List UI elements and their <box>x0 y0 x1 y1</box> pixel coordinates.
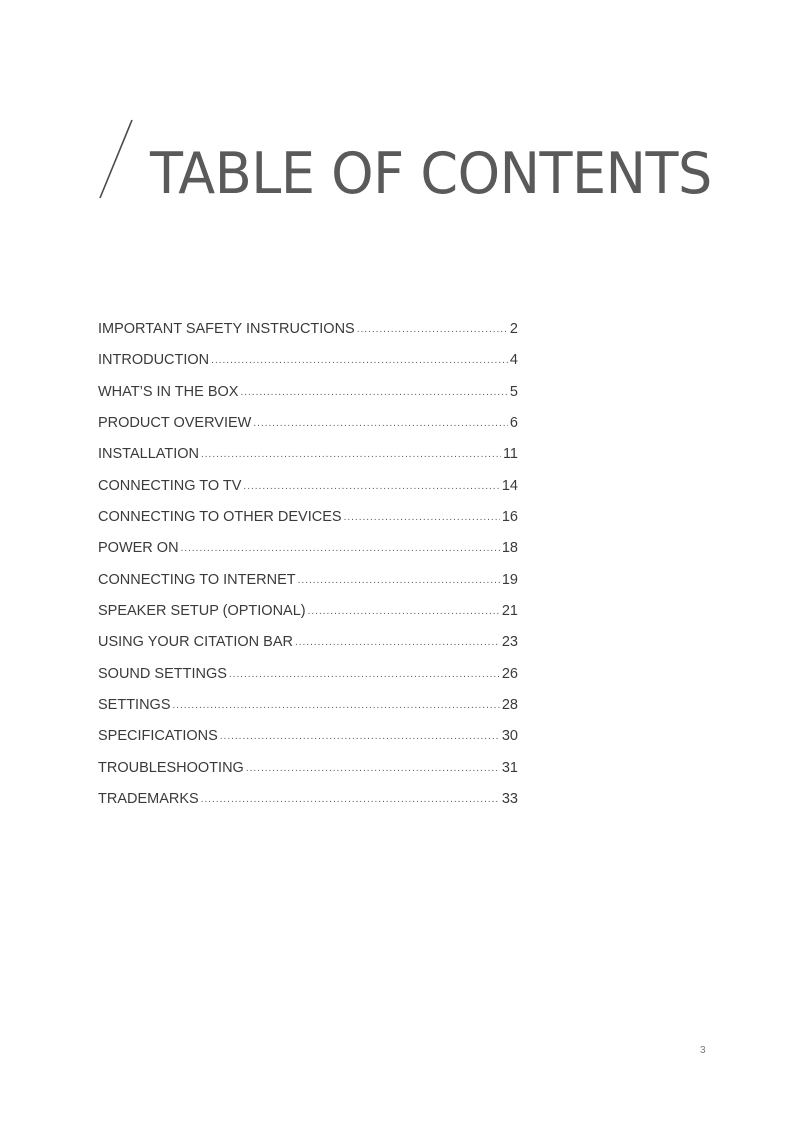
toc-entry[interactable] <box>98 478 518 509</box>
dot-leader <box>308 606 500 617</box>
toc-entry-label: CONNECTING TO INTERNET <box>98 571 296 588</box>
toc-entry-page: 5 <box>509 383 518 400</box>
dot-leader <box>357 324 508 335</box>
toc-entry-page: 4 <box>509 352 518 369</box>
toc-entry[interactable] <box>98 415 518 446</box>
dot-leader <box>240 387 507 398</box>
toc-entry-label: TROUBLESHOOTING <box>98 759 244 776</box>
dot-leader <box>181 543 500 554</box>
dot-leader <box>229 669 500 680</box>
toc-entry[interactable] <box>98 697 518 728</box>
toc-entry[interactable] <box>98 760 518 791</box>
toc-entry-label: POWER ON <box>98 540 179 557</box>
toc-entry-page: 26 <box>501 665 518 682</box>
toc-entry-page: 2 <box>509 321 518 337</box>
dot-leader <box>173 700 500 711</box>
toc-entry[interactable] <box>98 446 518 477</box>
dot-leader <box>295 637 500 648</box>
toc-entry-page: 16 <box>501 508 518 525</box>
toc-entry-page: 30 <box>501 728 518 745</box>
toc-entry-page: 31 <box>501 759 518 776</box>
toc-entry[interactable] <box>98 634 518 665</box>
dot-leader <box>220 731 500 742</box>
toc-entry[interactable] <box>98 572 518 603</box>
toc-entry-label: INSTALLATION <box>98 446 199 463</box>
toc-entry[interactable] <box>98 603 518 634</box>
toc-entry-page: 18 <box>501 540 518 557</box>
toc-entry[interactable] <box>98 509 518 540</box>
toc-entry[interactable] <box>98 540 518 571</box>
page-number: 3 <box>700 1045 706 1056</box>
dot-leader <box>201 794 500 805</box>
toc-entry[interactable] <box>98 384 518 415</box>
toc-entry-label: PRODUCT OVERVIEW <box>98 414 252 431</box>
toc-entry-label: WHAT’S IN THE BOX <box>98 383 239 400</box>
page-title: TABLE OF CONTENTS <box>150 140 712 207</box>
toc-entry-label: INTRODUCTION <box>98 352 210 369</box>
dot-leader <box>246 763 500 774</box>
toc-entry-label: SETTINGS <box>98 696 171 713</box>
toc-entry[interactable] <box>98 728 518 759</box>
toc-entry-page: 21 <box>501 602 518 619</box>
toc-entry-label: SPEAKER SETUP (OPTIONAL) <box>98 602 306 619</box>
toc-entry-label: SPECIFICATIONS <box>98 728 218 745</box>
toc-entry[interactable] <box>98 791 518 822</box>
dot-leader <box>253 418 508 429</box>
toc-entry-page: 33 <box>501 790 518 807</box>
toc-entry[interactable] <box>98 666 518 697</box>
toc-entry-label: SOUND SETTINGS <box>98 665 227 682</box>
toc-entry-label: IMPORTANT SAFETY INSTRUCTIONS <box>98 321 355 337</box>
toc-entry[interactable] <box>98 321 518 352</box>
toc-entry-label: USING YOUR CITATION BAR <box>98 634 293 651</box>
dot-leader <box>243 481 499 492</box>
title-slash-decoration <box>96 118 140 200</box>
table-of-contents <box>98 321 518 822</box>
toc-entry-page: 23 <box>501 634 518 651</box>
toc-entry-label: CONNECTING TO OTHER DEVICES <box>98 508 342 525</box>
dot-leader <box>211 355 508 366</box>
toc-entry[interactable] <box>98 352 518 383</box>
toc-entry-page: 28 <box>501 696 518 713</box>
toc-entry-page: 14 <box>501 477 518 494</box>
toc-entry-page: 11 <box>502 446 518 463</box>
toc-entry-page: 19 <box>501 571 518 588</box>
dot-leader <box>201 449 501 460</box>
toc-entry-label: CONNECTING TO TV <box>98 477 242 494</box>
dot-leader <box>344 512 500 523</box>
toc-entry-page: 6 <box>509 414 518 431</box>
dot-leader <box>298 575 500 586</box>
toc-entry-label: TRADEMARKS <box>98 790 199 807</box>
